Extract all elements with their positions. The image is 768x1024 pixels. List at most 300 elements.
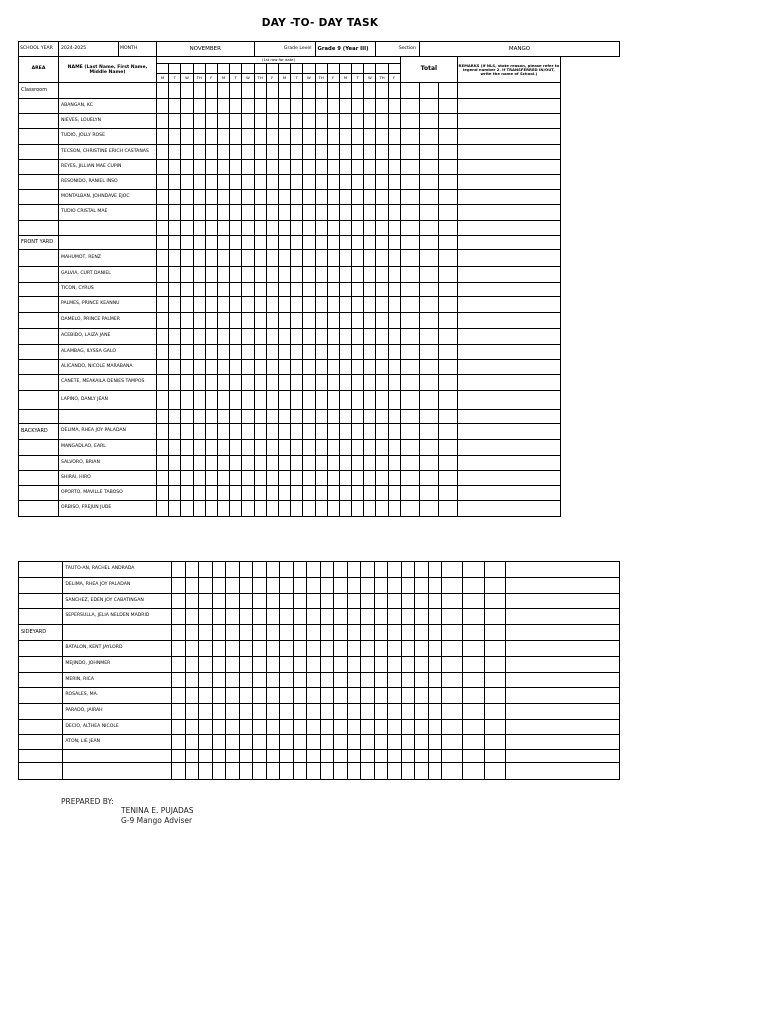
attendance-cell[interactable] xyxy=(254,345,266,360)
attendance-cell[interactable] xyxy=(401,763,415,780)
attendance-cell[interactable] xyxy=(291,329,303,345)
total-cell[interactable] xyxy=(400,297,419,313)
attendance-cell[interactable] xyxy=(169,313,181,329)
attendance-cell[interactable] xyxy=(157,145,169,160)
attendance-cell[interactable] xyxy=(303,221,315,236)
attendance-cell[interactable] xyxy=(172,625,186,641)
attendance-cell[interactable] xyxy=(280,594,294,609)
attendance-cell[interactable] xyxy=(401,704,415,720)
attendance-cell[interactable] xyxy=(205,99,217,114)
attendance-cell[interactable] xyxy=(172,609,186,625)
attendance-cell[interactable] xyxy=(401,609,415,625)
attendance-cell[interactable] xyxy=(254,283,266,297)
attendance-cell[interactable] xyxy=(374,578,388,594)
attendance-cell[interactable] xyxy=(181,99,193,114)
attendance-cell[interactable] xyxy=(185,688,199,704)
total-cell[interactable] xyxy=(484,763,505,780)
attendance-cell[interactable] xyxy=(239,720,253,735)
attendance-cell[interactable] xyxy=(339,486,351,501)
total-cell[interactable] xyxy=(463,720,484,735)
attendance-cell[interactable] xyxy=(339,205,351,221)
total-cell[interactable] xyxy=(484,657,505,673)
attendance-cell[interactable] xyxy=(169,190,181,205)
remarks-cell[interactable] xyxy=(505,763,619,780)
attendance-cell[interactable] xyxy=(278,267,290,283)
attendance-cell[interactable] xyxy=(320,673,334,688)
attendance-cell[interactable] xyxy=(388,360,400,375)
attendance-cell[interactable] xyxy=(352,221,364,236)
attendance-cell[interactable] xyxy=(169,345,181,360)
total-cell[interactable] xyxy=(419,471,438,486)
attendance-cell[interactable] xyxy=(181,329,193,345)
attendance-cell[interactable] xyxy=(239,750,253,763)
attendance-cell[interactable] xyxy=(415,704,429,720)
attendance-cell[interactable] xyxy=(181,410,193,424)
attendance-cell[interactable] xyxy=(339,456,351,471)
attendance-cell[interactable] xyxy=(361,673,375,688)
attendance-cell[interactable] xyxy=(230,205,242,221)
attendance-cell[interactable] xyxy=(280,720,294,735)
attendance-cell[interactable] xyxy=(172,750,186,763)
attendance-cell[interactable] xyxy=(239,688,253,704)
attendance-cell[interactable] xyxy=(199,562,213,578)
attendance-cell[interactable] xyxy=(278,501,290,517)
attendance-cell[interactable] xyxy=(242,440,254,456)
total-cell[interactable] xyxy=(442,763,463,780)
attendance-cell[interactable] xyxy=(320,704,334,720)
attendance-cell[interactable] xyxy=(199,641,213,657)
attendance-cell[interactable] xyxy=(242,297,254,313)
attendance-cell[interactable] xyxy=(352,99,364,114)
attendance-cell[interactable] xyxy=(352,129,364,145)
attendance-cell[interactable] xyxy=(339,83,351,99)
attendance-cell[interactable] xyxy=(293,763,307,780)
attendance-cell[interactable] xyxy=(242,190,254,205)
attendance-cell[interactable] xyxy=(253,657,267,673)
attendance-cell[interactable] xyxy=(339,190,351,205)
attendance-cell[interactable] xyxy=(242,129,254,145)
attendance-cell[interactable] xyxy=(374,720,388,735)
attendance-cell[interactable] xyxy=(303,471,315,486)
total-cell[interactable] xyxy=(400,410,419,424)
attendance-cell[interactable] xyxy=(239,673,253,688)
attendance-cell[interactable] xyxy=(339,145,351,160)
attendance-cell[interactable] xyxy=(242,329,254,345)
attendance-cell[interactable] xyxy=(230,221,242,236)
attendance-cell[interactable] xyxy=(388,145,400,160)
attendance-cell[interactable] xyxy=(415,609,429,625)
attendance-cell[interactable] xyxy=(293,673,307,688)
attendance-cell[interactable] xyxy=(364,297,376,313)
attendance-cell[interactable] xyxy=(415,688,429,704)
attendance-cell[interactable] xyxy=(254,175,266,190)
attendance-cell[interactable] xyxy=(388,471,400,486)
attendance-cell[interactable] xyxy=(217,145,229,160)
attendance-cell[interactable] xyxy=(280,688,294,704)
attendance-cell[interactable] xyxy=(212,578,226,594)
attendance-cell[interactable] xyxy=(388,410,400,424)
attendance-cell[interactable] xyxy=(266,688,280,704)
attendance-cell[interactable] xyxy=(339,297,351,313)
attendance-cell[interactable] xyxy=(254,391,266,410)
attendance-cell[interactable] xyxy=(303,360,315,375)
attendance-cell[interactable] xyxy=(217,360,229,375)
attendance-cell[interactable] xyxy=(205,145,217,160)
attendance-cell[interactable] xyxy=(291,250,303,267)
attendance-cell[interactable] xyxy=(315,114,327,129)
attendance-cell[interactable] xyxy=(388,657,402,673)
attendance-cell[interactable] xyxy=(339,345,351,360)
attendance-cell[interactable] xyxy=(374,641,388,657)
attendance-cell[interactable] xyxy=(352,456,364,471)
attendance-cell[interactable] xyxy=(266,160,278,175)
attendance-cell[interactable] xyxy=(239,578,253,594)
attendance-cell[interactable] xyxy=(315,440,327,456)
attendance-cell[interactable] xyxy=(181,424,193,440)
attendance-cell[interactable] xyxy=(181,250,193,267)
remarks-cell[interactable] xyxy=(505,673,619,688)
attendance-cell[interactable] xyxy=(339,471,351,486)
attendance-cell[interactable] xyxy=(291,410,303,424)
attendance-cell[interactable] xyxy=(199,763,213,780)
attendance-cell[interactable] xyxy=(291,175,303,190)
attendance-cell[interactable] xyxy=(242,486,254,501)
attendance-cell[interactable] xyxy=(199,594,213,609)
attendance-cell[interactable] xyxy=(266,99,278,114)
remarks-cell[interactable] xyxy=(457,440,560,456)
attendance-cell[interactable] xyxy=(334,641,348,657)
attendance-cell[interactable] xyxy=(307,704,321,720)
attendance-cell[interactable] xyxy=(193,456,205,471)
attendance-cell[interactable] xyxy=(388,236,400,250)
attendance-cell[interactable] xyxy=(169,424,181,440)
attendance-cell[interactable] xyxy=(388,297,400,313)
attendance-cell[interactable] xyxy=(307,763,321,780)
attendance-cell[interactable] xyxy=(217,83,229,99)
attendance-cell[interactable] xyxy=(352,486,364,501)
attendance-cell[interactable] xyxy=(376,329,388,345)
total-cell[interactable] xyxy=(438,221,457,236)
attendance-cell[interactable] xyxy=(339,501,351,517)
attendance-cell[interactable] xyxy=(254,83,266,99)
attendance-cell[interactable] xyxy=(303,329,315,345)
total-cell[interactable] xyxy=(438,297,457,313)
attendance-cell[interactable] xyxy=(193,486,205,501)
total-cell[interactable] xyxy=(442,673,463,688)
attendance-cell[interactable] xyxy=(205,313,217,329)
attendance-cell[interactable] xyxy=(364,375,376,391)
attendance-cell[interactable] xyxy=(339,313,351,329)
attendance-cell[interactable] xyxy=(352,83,364,99)
attendance-cell[interactable] xyxy=(291,360,303,375)
total-cell[interactable] xyxy=(463,673,484,688)
attendance-cell[interactable] xyxy=(242,360,254,375)
remarks-cell[interactable] xyxy=(457,501,560,517)
attendance-cell[interactable] xyxy=(181,205,193,221)
attendance-cell[interactable] xyxy=(291,486,303,501)
total-cell[interactable] xyxy=(419,345,438,360)
attendance-cell[interactable] xyxy=(291,424,303,440)
total-cell[interactable] xyxy=(442,735,463,750)
total-cell[interactable] xyxy=(484,673,505,688)
attendance-cell[interactable] xyxy=(315,360,327,375)
attendance-cell[interactable] xyxy=(364,329,376,345)
total-cell[interactable] xyxy=(400,471,419,486)
attendance-cell[interactable] xyxy=(169,175,181,190)
attendance-cell[interactable] xyxy=(254,160,266,175)
attendance-cell[interactable] xyxy=(181,145,193,160)
attendance-cell[interactable] xyxy=(352,205,364,221)
attendance-cell[interactable] xyxy=(327,440,339,456)
attendance-cell[interactable] xyxy=(376,205,388,221)
attendance-cell[interactable] xyxy=(320,641,334,657)
attendance-cell[interactable] xyxy=(205,250,217,267)
attendance-cell[interactable] xyxy=(181,471,193,486)
total-cell[interactable] xyxy=(400,129,419,145)
attendance-cell[interactable] xyxy=(303,456,315,471)
total-cell[interactable] xyxy=(419,440,438,456)
attendance-cell[interactable] xyxy=(320,578,334,594)
attendance-cell[interactable] xyxy=(307,735,321,750)
attendance-cell[interactable] xyxy=(291,129,303,145)
attendance-cell[interactable] xyxy=(291,345,303,360)
attendance-cell[interactable] xyxy=(278,345,290,360)
attendance-cell[interactable] xyxy=(327,190,339,205)
attendance-cell[interactable] xyxy=(193,345,205,360)
attendance-cell[interactable] xyxy=(347,704,361,720)
attendance-cell[interactable] xyxy=(327,456,339,471)
total-cell[interactable] xyxy=(463,625,484,641)
attendance-cell[interactable] xyxy=(193,440,205,456)
attendance-cell[interactable] xyxy=(242,375,254,391)
attendance-cell[interactable] xyxy=(242,456,254,471)
attendance-cell[interactable] xyxy=(212,720,226,735)
attendance-cell[interactable] xyxy=(193,283,205,297)
total-cell[interactable] xyxy=(419,250,438,267)
total-cell[interactable] xyxy=(438,329,457,345)
attendance-cell[interactable] xyxy=(315,313,327,329)
attendance-cell[interactable] xyxy=(327,145,339,160)
attendance-cell[interactable] xyxy=(280,673,294,688)
attendance-cell[interactable] xyxy=(169,440,181,456)
attendance-cell[interactable] xyxy=(185,735,199,750)
remarks-cell[interactable] xyxy=(505,750,619,763)
attendance-cell[interactable] xyxy=(157,175,169,190)
attendance-cell[interactable] xyxy=(217,456,229,471)
attendance-cell[interactable] xyxy=(185,763,199,780)
attendance-cell[interactable] xyxy=(315,297,327,313)
attendance-cell[interactable] xyxy=(230,375,242,391)
attendance-cell[interactable] xyxy=(254,410,266,424)
attendance-cell[interactable] xyxy=(376,375,388,391)
attendance-cell[interactable] xyxy=(242,145,254,160)
remarks-cell[interactable] xyxy=(505,641,619,657)
attendance-cell[interactable] xyxy=(388,609,402,625)
total-cell[interactable] xyxy=(463,562,484,578)
attendance-cell[interactable] xyxy=(199,704,213,720)
attendance-cell[interactable] xyxy=(320,609,334,625)
attendance-cell[interactable] xyxy=(352,313,364,329)
attendance-cell[interactable] xyxy=(266,410,278,424)
attendance-cell[interactable] xyxy=(169,471,181,486)
attendance-cell[interactable] xyxy=(169,99,181,114)
attendance-cell[interactable] xyxy=(303,297,315,313)
remarks-cell[interactable] xyxy=(457,267,560,283)
attendance-cell[interactable] xyxy=(185,720,199,735)
attendance-cell[interactable] xyxy=(181,83,193,99)
attendance-cell[interactable] xyxy=(230,190,242,205)
attendance-cell[interactable] xyxy=(307,609,321,625)
attendance-cell[interactable] xyxy=(291,190,303,205)
attendance-cell[interactable] xyxy=(217,424,229,440)
attendance-cell[interactable] xyxy=(181,175,193,190)
attendance-cell[interactable] xyxy=(315,283,327,297)
attendance-cell[interactable] xyxy=(157,160,169,175)
attendance-cell[interactable] xyxy=(291,114,303,129)
attendance-cell[interactable] xyxy=(376,440,388,456)
attendance-cell[interactable] xyxy=(212,735,226,750)
attendance-cell[interactable] xyxy=(334,763,348,780)
attendance-cell[interactable] xyxy=(428,673,442,688)
attendance-cell[interactable] xyxy=(347,641,361,657)
attendance-cell[interactable] xyxy=(293,609,307,625)
attendance-cell[interactable] xyxy=(185,594,199,609)
attendance-cell[interactable] xyxy=(266,750,280,763)
attendance-cell[interactable] xyxy=(352,190,364,205)
remarks-cell[interactable] xyxy=(505,720,619,735)
attendance-cell[interactable] xyxy=(278,99,290,114)
attendance-cell[interactable] xyxy=(157,83,169,99)
attendance-cell[interactable] xyxy=(347,594,361,609)
remarks-cell[interactable] xyxy=(457,190,560,205)
attendance-cell[interactable] xyxy=(303,190,315,205)
attendance-cell[interactable] xyxy=(339,440,351,456)
attendance-cell[interactable] xyxy=(217,501,229,517)
attendance-cell[interactable] xyxy=(193,391,205,410)
attendance-cell[interactable] xyxy=(278,190,290,205)
remarks-cell[interactable] xyxy=(457,250,560,267)
attendance-cell[interactable] xyxy=(217,391,229,410)
attendance-cell[interactable] xyxy=(278,283,290,297)
attendance-cell[interactable] xyxy=(291,283,303,297)
remarks-cell[interactable] xyxy=(457,345,560,360)
attendance-cell[interactable] xyxy=(364,114,376,129)
attendance-cell[interactable] xyxy=(185,609,199,625)
attendance-cell[interactable] xyxy=(193,424,205,440)
attendance-cell[interactable] xyxy=(157,424,169,440)
attendance-cell[interactable] xyxy=(185,578,199,594)
attendance-cell[interactable] xyxy=(376,83,388,99)
attendance-cell[interactable] xyxy=(376,313,388,329)
attendance-cell[interactable] xyxy=(339,391,351,410)
total-cell[interactable] xyxy=(419,175,438,190)
attendance-cell[interactable] xyxy=(327,329,339,345)
attendance-cell[interactable] xyxy=(253,704,267,720)
attendance-cell[interactable] xyxy=(415,735,429,750)
total-cell[interactable] xyxy=(438,114,457,129)
attendance-cell[interactable] xyxy=(364,391,376,410)
attendance-cell[interactable] xyxy=(253,720,267,735)
date-cell[interactable] xyxy=(205,64,217,74)
attendance-cell[interactable] xyxy=(230,471,242,486)
attendance-cell[interactable] xyxy=(320,735,334,750)
attendance-cell[interactable] xyxy=(230,175,242,190)
attendance-cell[interactable] xyxy=(185,625,199,641)
attendance-cell[interactable] xyxy=(185,704,199,720)
attendance-cell[interactable] xyxy=(364,283,376,297)
attendance-cell[interactable] xyxy=(303,410,315,424)
total-cell[interactable] xyxy=(438,456,457,471)
attendance-cell[interactable] xyxy=(181,345,193,360)
attendance-cell[interactable] xyxy=(266,313,278,329)
attendance-cell[interactable] xyxy=(388,562,402,578)
attendance-cell[interactable] xyxy=(327,83,339,99)
total-cell[interactable] xyxy=(400,250,419,267)
attendance-cell[interactable] xyxy=(217,190,229,205)
attendance-cell[interactable] xyxy=(388,391,400,410)
attendance-cell[interactable] xyxy=(334,578,348,594)
attendance-cell[interactable] xyxy=(242,283,254,297)
attendance-cell[interactable] xyxy=(193,175,205,190)
attendance-cell[interactable] xyxy=(254,221,266,236)
attendance-cell[interactable] xyxy=(169,160,181,175)
attendance-cell[interactable] xyxy=(303,440,315,456)
total-cell[interactable] xyxy=(400,160,419,175)
attendance-cell[interactable] xyxy=(303,313,315,329)
attendance-cell[interactable] xyxy=(157,313,169,329)
attendance-cell[interactable] xyxy=(199,625,213,641)
attendance-cell[interactable] xyxy=(217,410,229,424)
attendance-cell[interactable] xyxy=(352,283,364,297)
total-cell[interactable] xyxy=(419,501,438,517)
attendance-cell[interactable] xyxy=(226,750,240,763)
attendance-cell[interactable] xyxy=(230,267,242,283)
attendance-cell[interactable] xyxy=(193,410,205,424)
total-cell[interactable] xyxy=(419,83,438,99)
attendance-cell[interactable] xyxy=(266,83,278,99)
total-cell[interactable] xyxy=(438,313,457,329)
attendance-cell[interactable] xyxy=(339,236,351,250)
total-cell[interactable] xyxy=(463,641,484,657)
total-cell[interactable] xyxy=(484,641,505,657)
total-cell[interactable] xyxy=(400,486,419,501)
attendance-cell[interactable] xyxy=(266,114,278,129)
attendance-cell[interactable] xyxy=(169,360,181,375)
total-cell[interactable] xyxy=(442,625,463,641)
attendance-cell[interactable] xyxy=(205,471,217,486)
attendance-cell[interactable] xyxy=(334,594,348,609)
attendance-cell[interactable] xyxy=(303,99,315,114)
remarks-cell[interactable] xyxy=(457,160,560,175)
attendance-cell[interactable] xyxy=(352,391,364,410)
remarks-cell[interactable] xyxy=(505,578,619,594)
attendance-cell[interactable] xyxy=(293,704,307,720)
total-cell[interactable] xyxy=(419,160,438,175)
attendance-cell[interactable] xyxy=(415,673,429,688)
attendance-cell[interactable] xyxy=(230,83,242,99)
total-cell[interactable] xyxy=(463,750,484,763)
attendance-cell[interactable] xyxy=(428,594,442,609)
date-cell[interactable] xyxy=(193,64,205,74)
total-cell[interactable] xyxy=(438,501,457,517)
attendance-cell[interactable] xyxy=(172,673,186,688)
attendance-cell[interactable] xyxy=(253,641,267,657)
attendance-cell[interactable] xyxy=(315,205,327,221)
date-cell[interactable] xyxy=(388,64,400,74)
attendance-cell[interactable] xyxy=(205,391,217,410)
attendance-cell[interactable] xyxy=(226,625,240,641)
attendance-cell[interactable] xyxy=(291,471,303,486)
